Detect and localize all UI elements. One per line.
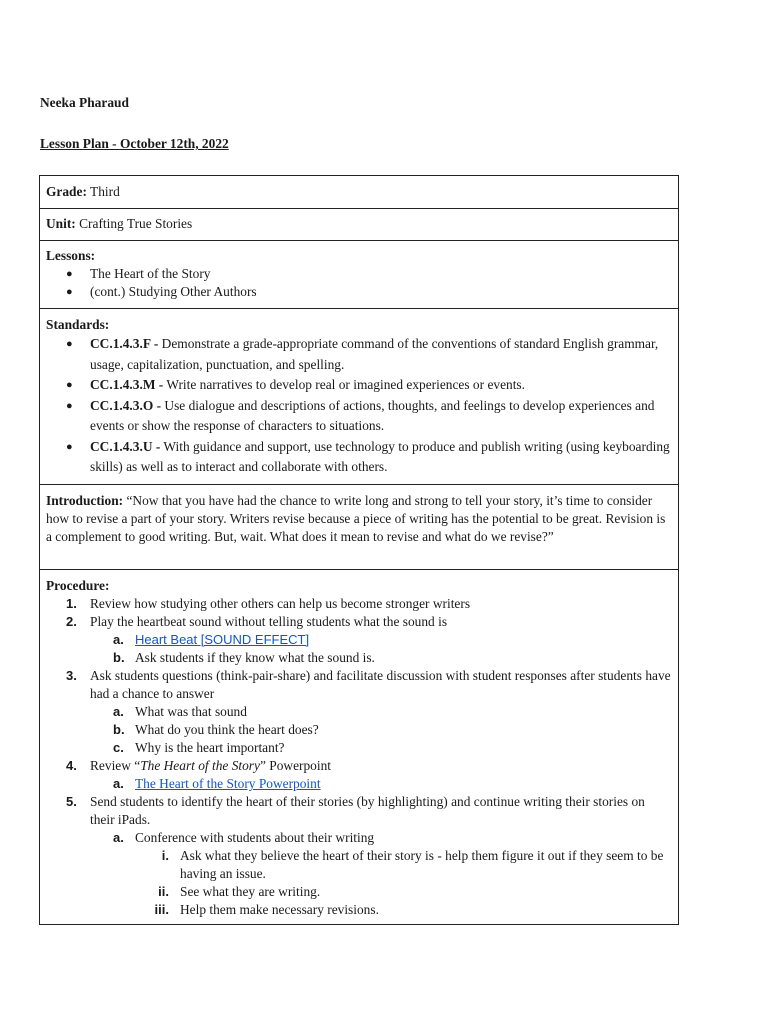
list-item (90, 739, 672, 757)
step-text: Help them make necessary revisions. (180, 902, 379, 917)
grade-row (40, 176, 678, 209)
list-item (46, 595, 672, 613)
sub-marker: c. (113, 740, 124, 755)
roman-marker: ii. (158, 884, 169, 899)
sub-marker: b. (113, 650, 125, 665)
list-item (46, 613, 672, 667)
lesson-plan-title: Lesson Plan - October 12th, 2022 (40, 136, 229, 151)
step-text: What do you think the heart does? (135, 722, 319, 737)
list-item (90, 775, 672, 793)
step-text: Why is the heart important? (135, 740, 285, 755)
step-text: ” Powerpoint (259, 758, 332, 773)
standards-list (46, 334, 672, 478)
standard-code: CC.1.4.3.F - (90, 336, 159, 351)
step-text: Review how studying other others can help us become stronger writers (90, 596, 471, 611)
standards-row (40, 309, 678, 485)
lesson-plan-table (39, 175, 679, 925)
grade-value: Third (90, 184, 120, 199)
step-text: Review “ (90, 758, 141, 773)
sub-marker: a. (113, 704, 124, 719)
grade-label: Grade: (46, 184, 87, 199)
introduction-text: “Now that you have had the chance to write long and strong to tell your story, it’s time to consider how to revise a part of your story. Writers revise because a piece of writing has the potential to be great. Revision is a complement to good writing. But, wait. What does it mean to revise and what do we revise?” (46, 493, 666, 544)
roman-marker: iii. (154, 902, 169, 917)
list-item (90, 829, 672, 919)
list-item (46, 437, 672, 478)
step-text: See what they are writing. (180, 884, 321, 899)
list-item: ● (cont.) Studying Other Authors (46, 283, 672, 301)
unit-label: Unit: (46, 216, 76, 231)
list-item (46, 334, 672, 375)
list-item (46, 375, 672, 396)
step-number: 4. (66, 758, 77, 773)
sub-sub-list (135, 847, 672, 919)
list-item (90, 631, 672, 649)
list-item (135, 847, 672, 883)
introduction-label: Introduction: (46, 493, 124, 508)
sub-list (90, 829, 672, 919)
step-number: 5. (66, 794, 77, 809)
step-number: 1. (66, 596, 77, 611)
standard-text: Write narratives to develop real or imagined experiences or events. (163, 377, 525, 392)
sub-list (90, 631, 672, 667)
step-text: What was that sound (135, 704, 247, 719)
standards-label: Standards: (46, 317, 110, 332)
standard-code: CC.1.4.3.O - (90, 397, 162, 413)
standard-code: CC.1.4.3.M - (90, 377, 164, 392)
procedure-label: Procedure: (46, 578, 110, 593)
standard-text: Use dialogue and descriptions of actions, thoughts, and feelings to develop experiences and events or show the response of characters to situations. (90, 397, 655, 433)
step-text: Ask what they believe the heart of their story is - help them figure it out if they seem to be having an issue. (180, 848, 664, 881)
heart-beat-sound-link[interactable]: Heart Beat [SOUND EFFECT] (135, 632, 310, 647)
powerpoint-title: The Heart of the Story (140, 758, 260, 773)
procedure-row (40, 570, 678, 925)
list-item (135, 883, 672, 901)
list-item (90, 703, 672, 721)
list-item: ● The Heart of the Story (46, 265, 672, 283)
step-number: 3. (66, 668, 77, 683)
introduction-row (40, 485, 678, 570)
standard-code: CC.1.4.3.U - (90, 438, 161, 454)
standard-text: With guidance and support, use technology to produce and publish writing (using keyboarding skills) as well as to interact and collaborate with others. (90, 438, 670, 474)
sub-marker: b. (113, 722, 125, 737)
sub-marker: a. (113, 632, 124, 647)
sub-marker: a. (113, 776, 124, 791)
author-name: Neeka Pharaud (40, 95, 129, 110)
unit-value: Crafting True Stories (79, 216, 193, 231)
procedure-list (46, 595, 672, 919)
step-text: Ask students questions (think-pair-share) and facilitate discussion with student responses after students have had a chance to answer (90, 668, 671, 701)
step-text: Play the heartbeat sound without telling students what the sound is (90, 614, 448, 629)
standard-text: Demonstrate a grade-appropriate command of the conventions of standard English grammar, usage, capitalization, punctuation, and spelling. (90, 336, 659, 372)
sub-list (90, 703, 672, 757)
roman-marker: i. (161, 848, 169, 863)
list-item (46, 667, 672, 757)
list-item (46, 396, 672, 437)
step-text: Ask students if they know what the sound is. (135, 650, 375, 665)
list-item (90, 721, 672, 739)
lessons-label: Lessons: (46, 248, 96, 263)
list-item (46, 757, 672, 793)
step-text: Conference with students about their writing (135, 830, 375, 845)
sub-list (90, 775, 672, 793)
lessons-row (40, 241, 678, 309)
list-item (90, 649, 672, 667)
sub-marker: a. (113, 830, 124, 845)
list-item (46, 793, 672, 919)
list-item (135, 901, 672, 919)
lessons-list (46, 265, 672, 301)
step-text: Send students to identify the heart of their stories (by highlighting) and continue writing their stories on their iPads. (90, 794, 645, 827)
step-number: 2. (66, 614, 77, 629)
powerpoint-link[interactable]: The Heart of the Story Powerpoint (135, 776, 321, 791)
unit-row (40, 209, 678, 241)
